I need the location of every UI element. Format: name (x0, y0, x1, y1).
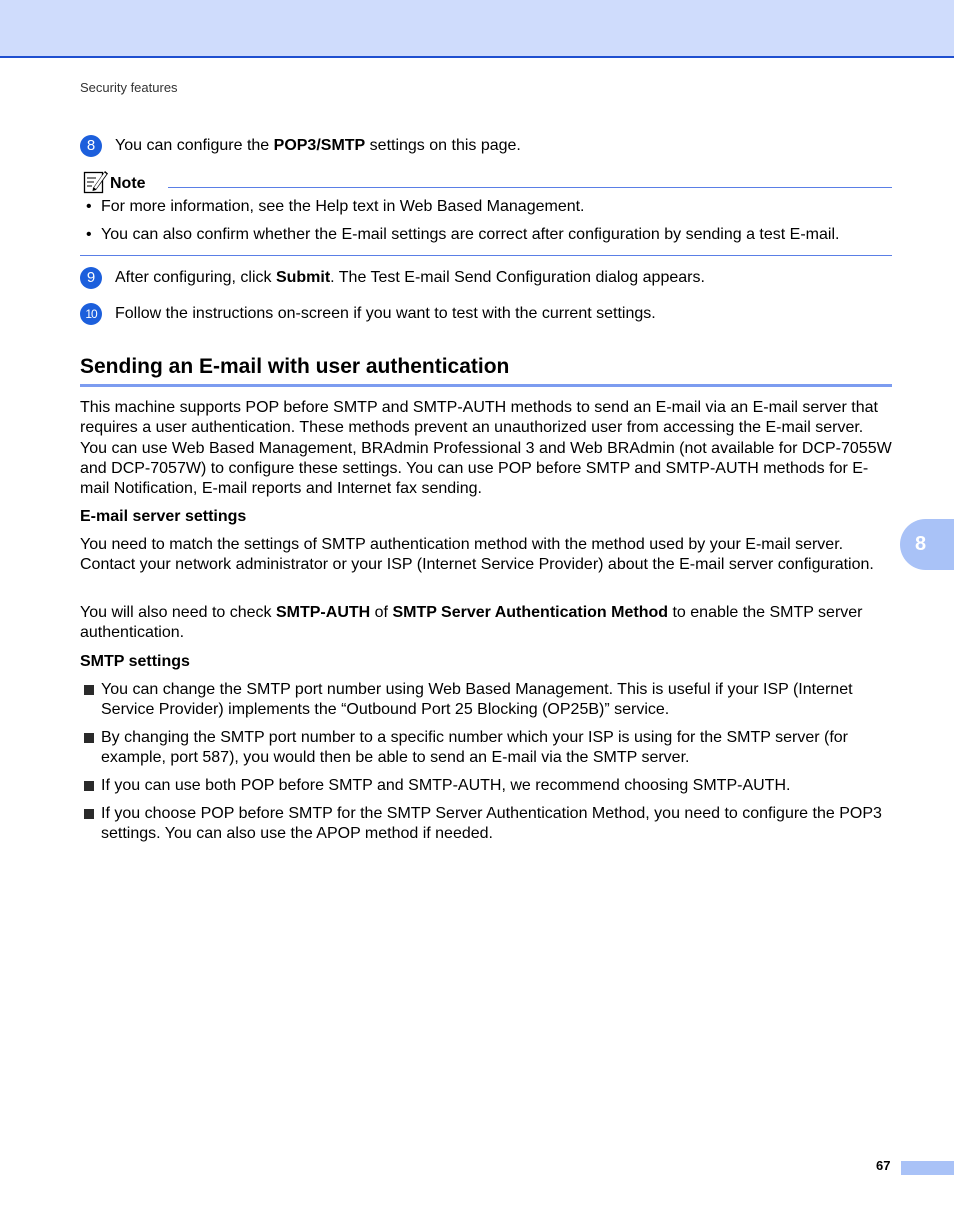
page-number: 67 (876, 1158, 891, 1173)
step-text: Follow the instructions on-screen if you want to test with the current settings. (115, 305, 656, 322)
square-bullet-icon (84, 685, 94, 695)
note-header (80, 168, 892, 196)
square-bullet-icon (84, 809, 94, 819)
note-label: Note (110, 175, 146, 192)
section-title: Sending an E-mail with user authentication (80, 355, 510, 378)
note-end-divider (80, 255, 892, 256)
server-paragraph: You need to match the settings of SMTP authentication method with the method used by your E-mail server. Contact your network administrator or your ISP (Internet Service Provider) about the E-mail server configuration. (80, 536, 874, 574)
step-text: After configuring, click Submit. The Test E-mail Send Configuration dialog appears. (115, 269, 705, 286)
page-number-bar (901, 1161, 954, 1175)
subheading-email-server-settings: E-mail server settings (80, 508, 247, 525)
note-pencil-icon (83, 168, 109, 194)
step-number-badge: 9 (80, 267, 102, 289)
step-text: You can configure the POP3/SMTP settings on this page. (115, 137, 521, 154)
section-title-underline (80, 384, 892, 387)
note-item: • You can also confirm whether the E-mail settings are correct after configuration by sending a test E-mail. (86, 226, 840, 243)
page-header-band (0, 0, 954, 58)
chapter-number: 8 (915, 533, 927, 555)
running-title: Security features (80, 80, 178, 95)
server-paragraph-auth: You will also need to check SMTP-AUTH of SMTP Server Authentication Method to enable the SMTP server authentication. (80, 604, 863, 642)
section-intro: This machine supports POP before SMTP and SMTP-AUTH methods to send an E-mail via an E-mail server that requires a user authentication. These methods prevent an unauthorized user from accessing the E-mail server. You can use Web Based Management, BRAdmin Professional 3 and Web BRAdmin (not available for DCP-7055W and DCP-7057W) to configure these settings. You can use POP before SMTP and SMTP-AUTH methods for E-mail Notification, E-mail reports and Internet fax sending. (80, 399, 892, 498)
step-number-badge: 8 (80, 135, 102, 157)
subheading-smtp-settings: SMTP settings (80, 653, 190, 670)
note-divider (168, 187, 892, 188)
square-bullet-icon (84, 781, 94, 791)
step-number-badge: 10 (80, 303, 102, 325)
chapter-tab (900, 519, 954, 570)
square-bullet-icon (84, 733, 94, 743)
note-item: • For more information, see the Help text in Web Based Management. (86, 198, 585, 215)
